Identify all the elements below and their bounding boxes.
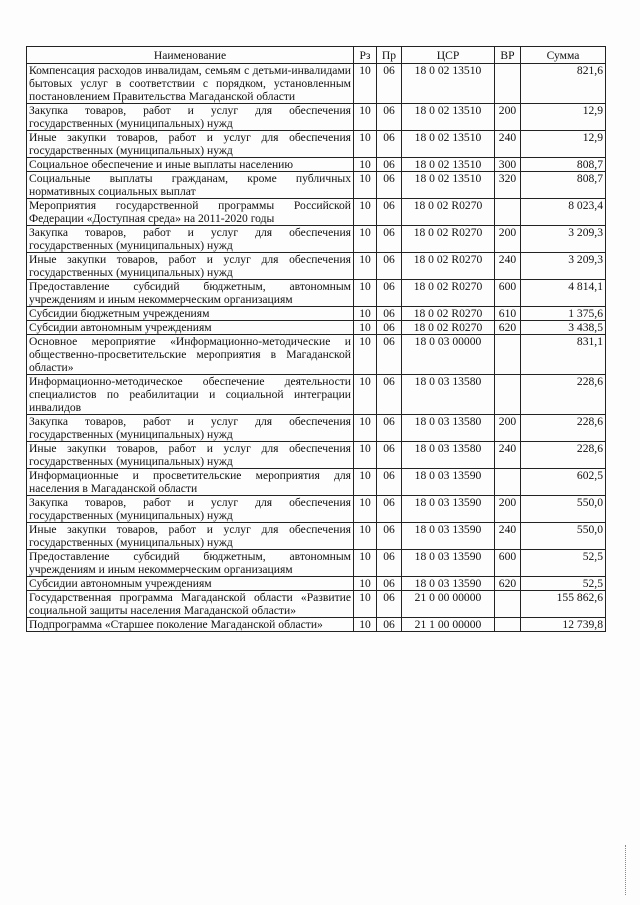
cell-vr: 200	[495, 415, 521, 442]
cell-pr: 06	[377, 226, 402, 253]
cell-name: Информационные и просветительские мероприятия для населения в Магаданской области	[27, 469, 354, 496]
cell-csr: 18 0 03 13580	[402, 375, 495, 415]
cell-sum: 52,5	[521, 577, 606, 591]
cell-name: Субсидии бюджетным учреждениям	[27, 307, 354, 321]
cell-vr	[495, 591, 521, 618]
cell-sum: 1 375,6	[521, 307, 606, 321]
cell-rz: 10	[354, 321, 377, 335]
cell-name: Предоставление субсидий бюджетным, автономным учреждениям и иным некоммерческим организациям	[27, 550, 354, 577]
page-edge-mark	[625, 845, 627, 895]
cell-vr: 600	[495, 280, 521, 307]
cell-rz: 10	[354, 307, 377, 321]
table-row	[27, 442, 606, 469]
cell-csr: 18 0 02 R0270	[402, 253, 495, 280]
cell-rz: 10	[354, 335, 377, 375]
cell-vr	[495, 375, 521, 415]
cell-pr: 06	[377, 577, 402, 591]
cell-sum: 228,6	[521, 415, 606, 442]
cell-rz: 10	[354, 64, 377, 104]
cell-csr: 18 0 03 13590	[402, 550, 495, 577]
cell-sum: 12 739,8	[521, 618, 606, 632]
cell-pr: 06	[377, 104, 402, 131]
table-row	[27, 307, 606, 321]
cell-sum: 8 023,4	[521, 199, 606, 226]
cell-csr: 18 0 03 13590	[402, 523, 495, 550]
cell-sum: 12,9	[521, 131, 606, 158]
cell-vr: 300	[495, 158, 521, 172]
cell-name: Предоставление субсидий бюджетным, автономным учреждениям и иным некоммерческим организациям	[27, 280, 354, 307]
cell-vr: 620	[495, 577, 521, 591]
cell-rz: 10	[354, 226, 377, 253]
table-row	[27, 335, 606, 375]
cell-rz: 10	[354, 172, 377, 199]
table-row	[27, 415, 606, 442]
cell-vr: 240	[495, 523, 521, 550]
cell-rz: 10	[354, 496, 377, 523]
cell-name: Закупка товаров, работ и услуг для обеспечения государственных (муниципальных) нужд	[27, 226, 354, 253]
cell-sum: 3 209,3	[521, 253, 606, 280]
cell-csr: 18 0 02 R0270	[402, 226, 495, 253]
table-row	[27, 64, 606, 104]
cell-sum: 808,7	[521, 158, 606, 172]
cell-csr: 18 0 02 13510	[402, 158, 495, 172]
cell-pr: 06	[377, 321, 402, 335]
table-row	[27, 523, 606, 550]
cell-rz: 10	[354, 442, 377, 469]
header-pr: Пр	[377, 47, 402, 64]
cell-rz: 10	[354, 280, 377, 307]
header-csr: ЦСР	[402, 47, 495, 64]
cell-name: Иные закупки товаров, работ и услуг для обеспечения государственных (муниципальных) нужд	[27, 253, 354, 280]
table-header-row	[27, 47, 606, 64]
cell-sum: 155 862,6	[521, 591, 606, 618]
table-row	[27, 375, 606, 415]
cell-name: Закупка товаров, работ и услуг для обеспечения государственных (муниципальных) нужд	[27, 104, 354, 131]
table-row	[27, 618, 606, 632]
cell-pr: 06	[377, 415, 402, 442]
cell-name: Мероприятия государственной программы Российской Федерации «Доступная среда» на 2011-2020 годы	[27, 199, 354, 226]
cell-pr: 06	[377, 253, 402, 280]
cell-vr: 610	[495, 307, 521, 321]
table-row	[27, 577, 606, 591]
header-sum: Сумма	[521, 47, 606, 64]
cell-name: Иные закупки товаров, работ и услуг для обеспечения государственных (муниципальных) нужд	[27, 131, 354, 158]
cell-pr: 06	[377, 375, 402, 415]
cell-csr: 18 0 02 13510	[402, 64, 495, 104]
cell-pr: 06	[377, 172, 402, 199]
cell-vr: 200	[495, 496, 521, 523]
cell-vr	[495, 199, 521, 226]
cell-name: Информационно-методическое обеспечение деятельности специалистов по реабилитации и социальной интеграции инвалидов	[27, 375, 354, 415]
cell-pr: 06	[377, 469, 402, 496]
cell-vr	[495, 64, 521, 104]
cell-pr: 06	[377, 442, 402, 469]
cell-sum: 602,5	[521, 469, 606, 496]
cell-sum: 550,0	[521, 496, 606, 523]
cell-sum: 3 438,5	[521, 321, 606, 335]
cell-vr: 200	[495, 104, 521, 131]
table-row	[27, 591, 606, 618]
cell-rz: 10	[354, 469, 377, 496]
budget-table	[26, 46, 606, 632]
cell-name: Подпрограмма «Старшее поколение Магаданской области»	[27, 618, 354, 632]
table-row	[27, 199, 606, 226]
cell-csr: 18 0 02 13510	[402, 131, 495, 158]
cell-pr: 06	[377, 199, 402, 226]
cell-vr	[495, 469, 521, 496]
cell-name: Компенсация расходов инвалидам, семьям с детьми-инвалидами бытовых услуг в соответствии с порядком, установленным постановлением Правительства Магаданской области	[27, 64, 354, 104]
cell-vr: 240	[495, 131, 521, 158]
cell-csr: 18 0 02 R0270	[402, 307, 495, 321]
table-row	[27, 253, 606, 280]
cell-rz: 10	[354, 415, 377, 442]
cell-name: Основное мероприятие «Информационно-методические и общественно-просветительские мероприятия в Магаданской области»	[27, 335, 354, 375]
table-row	[27, 469, 606, 496]
cell-name: Социальное обеспечение и иные выплаты населению	[27, 158, 354, 172]
header-name: Наименование	[27, 47, 354, 64]
cell-pr: 06	[377, 591, 402, 618]
cell-csr: 18 0 02 R0270	[402, 199, 495, 226]
cell-name: Закупка товаров, работ и услуг для обеспечения государственных (муниципальных) нужд	[27, 496, 354, 523]
cell-pr: 06	[377, 523, 402, 550]
cell-pr: 06	[377, 618, 402, 632]
cell-sum: 4 814,1	[521, 280, 606, 307]
cell-name: Иные закупки товаров, работ и услуг для обеспечения государственных (муниципальных) нужд	[27, 523, 354, 550]
cell-sum: 228,6	[521, 375, 606, 415]
table-row	[27, 158, 606, 172]
cell-csr: 18 0 02 R0270	[402, 321, 495, 335]
cell-pr: 06	[377, 280, 402, 307]
cell-csr: 21 1 00 00000	[402, 618, 495, 632]
cell-pr: 06	[377, 550, 402, 577]
cell-csr: 18 0 03 13590	[402, 577, 495, 591]
cell-rz: 10	[354, 523, 377, 550]
cell-sum: 52,5	[521, 550, 606, 577]
cell-rz: 10	[354, 591, 377, 618]
cell-csr: 18 0 02 13510	[402, 104, 495, 131]
cell-sum: 808,7	[521, 172, 606, 199]
cell-name: Субсидии автономным учреждениям	[27, 321, 354, 335]
table-row	[27, 131, 606, 158]
table-row	[27, 104, 606, 131]
cell-sum: 3 209,3	[521, 226, 606, 253]
cell-pr: 06	[377, 158, 402, 172]
cell-csr: 18 0 03 13590	[402, 496, 495, 523]
cell-vr: 200	[495, 226, 521, 253]
cell-name: Иные закупки товаров, работ и услуг для обеспечения государственных (муниципальных) нужд	[27, 442, 354, 469]
cell-csr: 18 0 03 13580	[402, 442, 495, 469]
cell-name: Государственная программа Магаданской области «Развитие социальной защиты населения Магаданской области»	[27, 591, 354, 618]
cell-name: Субсидии автономным учреждениям	[27, 577, 354, 591]
cell-vr: 600	[495, 550, 521, 577]
cell-csr: 18 0 03 00000	[402, 335, 495, 375]
cell-rz: 10	[354, 199, 377, 226]
table-row	[27, 172, 606, 199]
cell-csr: 18 0 02 13510	[402, 172, 495, 199]
cell-csr: 18 0 02 R0270	[402, 280, 495, 307]
cell-csr: 18 0 03 13590	[402, 469, 495, 496]
cell-pr: 06	[377, 496, 402, 523]
table-row	[27, 550, 606, 577]
table-row	[27, 321, 606, 335]
cell-pr: 06	[377, 64, 402, 104]
cell-rz: 10	[354, 618, 377, 632]
cell-name: Социальные выплаты гражданам, кроме публичных нормативных социальных выплат	[27, 172, 354, 199]
cell-rz: 10	[354, 131, 377, 158]
table-row	[27, 280, 606, 307]
cell-pr: 06	[377, 131, 402, 158]
cell-pr: 06	[377, 335, 402, 375]
cell-rz: 10	[354, 158, 377, 172]
table-row	[27, 496, 606, 523]
cell-rz: 10	[354, 550, 377, 577]
cell-vr	[495, 618, 521, 632]
cell-vr: 320	[495, 172, 521, 199]
header-rz: Рз	[354, 47, 377, 64]
cell-sum: 831,1	[521, 335, 606, 375]
cell-sum: 821,6	[521, 64, 606, 104]
table-row	[27, 226, 606, 253]
cell-vr: 620	[495, 321, 521, 335]
cell-rz: 10	[354, 253, 377, 280]
cell-rz: 10	[354, 375, 377, 415]
cell-name: Закупка товаров, работ и услуг для обеспечения государственных (муниципальных) нужд	[27, 415, 354, 442]
header-vr: ВР	[495, 47, 521, 64]
cell-vr: 240	[495, 253, 521, 280]
cell-sum: 550,0	[521, 523, 606, 550]
cell-rz: 10	[354, 577, 377, 591]
cell-sum: 12,9	[521, 104, 606, 131]
table-body	[27, 64, 606, 632]
cell-rz: 10	[354, 104, 377, 131]
cell-csr: 21 0 00 00000	[402, 591, 495, 618]
cell-pr: 06	[377, 307, 402, 321]
cell-vr: 240	[495, 442, 521, 469]
cell-csr: 18 0 03 13580	[402, 415, 495, 442]
cell-sum: 228,6	[521, 442, 606, 469]
cell-vr	[495, 335, 521, 375]
